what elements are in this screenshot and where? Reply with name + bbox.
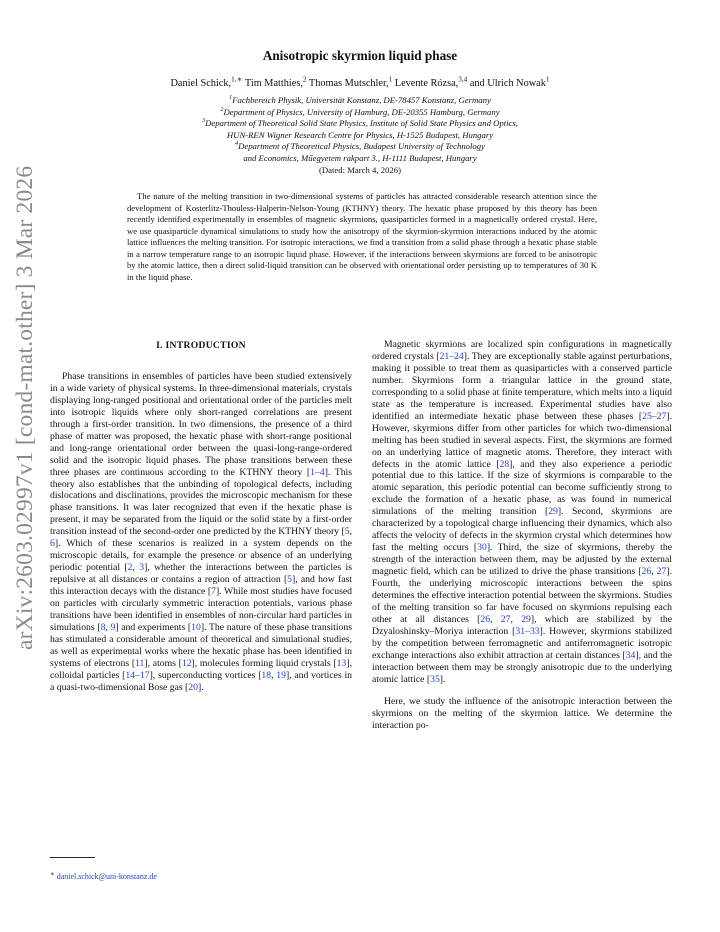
author-list: Daniel Schick,$^{1,∗}$ Tim Matthies,$^2$ Thomas Mutschler,$^1$ Levente Rózsa,$^{3,4}$ and Ulrich Nowak$^1$ xyxy=(170,75,550,89)
dated-line: (Dated: March 4, 2026) xyxy=(318,164,402,175)
footnote-mark: ∗ xyxy=(50,871,55,878)
affiliation-line: $^1$Fachbereich Physik, Universität Konstanz, DE-78457 Konstanz, Germany xyxy=(229,95,491,105)
footnote-email-link[interactable]: daniel.schick@uni-konstanz.de xyxy=(56,872,157,881)
section-heading-introduction: I. INTRODUCTION xyxy=(156,340,246,351)
arxiv-identifier-stamp[interactable]: arXiv:2603.02997v1 [cond-mat.other] 3 Mar 2026 xyxy=(12,165,38,650)
body-paragraph: Here, we study the influence of the anisotropic interaction between the skyrmions on the melting of the skyrmion lattice. We determine the interaction po- xyxy=(372,695,672,731)
abstract: The nature of the melting transition in two-dimensional systems of particles has attracted considerable research attention since the development of Kosterlitz-Thouless-Halperin-Nelson-Young (KTHNY) theory. The hexatic phase proposed by this theory has been recently identified experimentally in ensembles of magnetic skyrmions, quasiparticles formed in a magnetically ordered crystal. Here, we use quasiparticle dynamical simulations to study how the anisotropy of the skyrmion-skyrmion interactions induced by the atomic lattice influences the melting transition. For isotropic interactions, we find a transition from a solid phase through a hexatic phase stable in a narrow temperature range to an isotropic liquid phase. However, if the interactions between skyrmions are forced to be anisotropic by the atomic lattice, then a direct solid-liquid transition can be observed with orientational order persisting up to temperatures of 30 K in the liquid phase. xyxy=(127,191,597,282)
affiliation-line: $^2$Department of Physics, University of Hamburg, DE-20355 Hamburg, Germany xyxy=(220,106,500,117)
body-paragraph: Phase transitions in ensembles of particles have been studied extensively in a wide variety of physical systems. In three-dimensional materials, crystals displaying long-ranged positional and orientational order of the particles melt into isotropic liquids where only short-ranged correlations are present through a first-order transition. In two dimensions, the presence of a third phase of matter was proposed, the hexatic phase with short-range positional and long-range orientational order between the quasi-long-range-ordered solid and the isotropic liquid phases. The phase transitions between these three phases are continuous according to the KTHNY theory [1–4]. This theory also establishes that the unbinding of topological defects, including dislocations and disclinations, provides the microscopic mechanism for these phase transitions. It was later recognized that even if the hexatic phase is present, it may be separated from the liquid or the solid state by a first-order transition instead of the second-order one predicted by the KTHNY theory [5, 6]. Which of these scenarios is realized in a system depends on the microscopic details, for example the presence or absence of an underlying periodic potential [2, 3], whether the interactions between the particles is repulsive at all distances or contains a region of attraction [5], and how fast this interaction decays with the distance [7]. While most studies have focused on particles with circularly symmetric interaction potentials, various phase transitions have been identified in ensembles of non-circular hard particles in simulations [8, 9] and experiments [10]. The nature of these phase transitions has stimulated a considerable amount of theoretical and simulational studies, as well as experimental works where the hexatic phase has been identified in systems of electrons [11], atoms [12], molecules forming liquid crystals [13], colloidal particles [14–17], superconducting vortices [18, 19], and vortices in a quasi-two-dimensional Bose gas [20]. xyxy=(50,370,353,693)
affiliation-line: HUN-REN Wigner Research Centre for Physics, H-1525 Budapest, Hungary xyxy=(226,129,494,140)
affiliation-line: $^3$Department of Theoretical Solid State Physics, Institute of Solid State Physics and Optics, xyxy=(202,118,518,129)
footnote-email[interactable] xyxy=(50,872,157,881)
paper-title: Anisotropic skyrmion liquid phase xyxy=(262,48,458,63)
left-column xyxy=(50,340,352,694)
affiliation-line: and Economics, Műegyetem rakpart 3., H-1111 Budapest, Hungary xyxy=(243,152,477,163)
affiliation-block xyxy=(0,95,720,176)
affiliation-line: $^4$Department of Theoretical Physics, Budapest University of Technology xyxy=(235,141,485,152)
body-paragraph: Magnetic skyrmions are localized spin configurations in magnetically ordered crystals [21–24]. They are exceptionally stable against perturbations, making it possible to treat them as quasiparticles with a conserved particle number. Skyrmions form a triangular lattice in the ground state, corresponding to a solid phase at finite temperature, which melts into a liquid state as the temperature is increased. Experimental studies have also identified an intermediate hexatic phase between these phases [25–27]. However, skyrmions differ from other particles for which two-dimensional melting has been studied in several aspects. First, the skyrmions are formed on an underlying lattice of magnetic atoms. Therefore, they interact with defects in the atomic lattice [28], and they also experience a periodic potential due to this lattice. If the size of skyrmions is comparable to the atomic separation, this periodic potential can become sufficiently strong to exclude the formation of a hexatic phase, as was found in numerical simulations of the melting transition [29]. Second, skyrmions are characterized by a topological charge influencing their dynamics, which also affects the velocity of defects in the skyrmion crystal which determines how fast the melting occurs [30]. Third, the size of skyrmions, thereby the strength of the interaction between them, may be adjusted by the external magnetic field, which can be utilized to drive the phase transitions [26, 27]. Fourth, the underlying microscopic interactions between the spins determines the effective interaction potential between the skyrmions. Studies of the melting transition so far have focused on skyrmions repulsing each other at all distances [26, 27, 29], which are stabilized by the Dzyaloshinsky–Moriya interaction [31–33]. However, skyrmions stabilized by the competition between ferromagnetic and antiferromagnetic isotropic exchange interactions also exhibit attraction at certain distances [34], and the interaction between them may be strongly anisotropic due to the underlying atomic lattice [35]. xyxy=(372,339,673,685)
right-column xyxy=(372,339,672,732)
footnote-divider xyxy=(50,857,95,858)
